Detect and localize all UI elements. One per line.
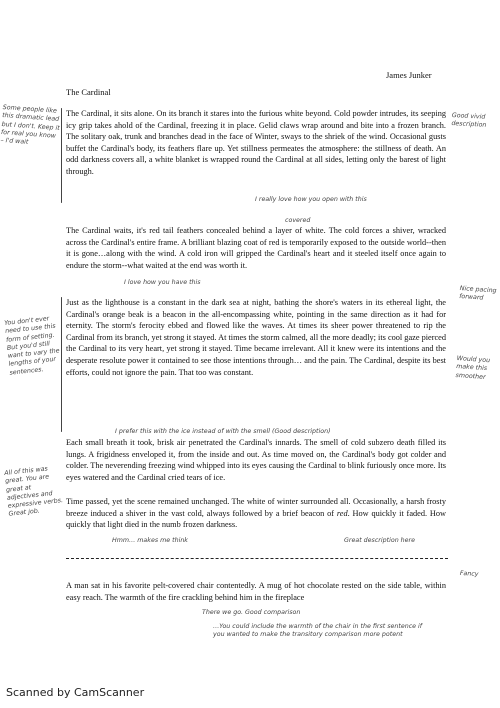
annotation-right-3: Would you make this smoother [455, 355, 491, 381]
section-divider [66, 558, 448, 559]
annotation-bottom-2: …You could include the warmth of the chair in the first sentence if you wanted to make the transitory comparison more potent [213, 623, 423, 639]
paragraph-5 [66, 496, 446, 531]
annotation-right-4: Fancy [459, 570, 479, 578]
annotation-bottom-1: There we go. Good comparison [202, 609, 301, 616]
paragraph-5-emphasis: red [336, 508, 348, 518]
annotation-inline-4: Hmm… makes me think [112, 537, 188, 544]
author-name: James Junker [386, 70, 432, 80]
paragraph-2: The Cardinal waits, it's red tail feathers concealed behind a layer of white. The cold forces a shiver, wracked across the Cardinal's entire frame. A brilliant blazing coat of red is temporarily exposed to the outside world--then it is gone…along with the wind. A cold iron will gripped the Cardinal's heart and it steeled itself once again to endure the storm--what waited at the end was worth it. [66, 226, 446, 270]
paragraph-3: Just as the lighthouse is a constant in the dark sea at night, bathing the shore's waters in its ethereal light, the Cardinal's orange beak is a beacon in the all-encompassing white, pointing in the same direction as it had for eternity. The storm's ferocity ebbed and flowed like the waves. At times its sheer power threatened to rip the Cardinal from its branch, yet strong it stayed. At times the storm calmed, all the more deadly; its cool gaze pierced the Cardinal to its very heart, yet strong it stayed. Time became irrelevant. All it knew were its intentions and the desperate resolute power it contained to see those intentions through… and the pain. The Cardinal, despite its best efforts, could not ignore the pain. That too was constant. [66, 298, 446, 377]
annotation-right-2: Nice pacing forward [458, 285, 497, 302]
paragraph-6: A man sat in his favorite pelt-covered chair contentedly. A mug of hot chocolate rested on the side table, within easy reach. The warmth of the fire crackling behind him in the fireplace [66, 581, 446, 602]
annotation-inline-5: Great description here [344, 537, 416, 544]
paragraph-4: Each small breath it took, brisk air penetrated the Cardinal's innards. The smell of cold subzero death filled its lungs. A frigidness enveloped it, from the inside and out. As time moved on, the Cardinal's body got colder and colder. The neverending freezing wind whipped into its eyes causing the Cardinal to blink furiously once more. Its eyes watered and the Cardinal cried tears of ice. [66, 438, 446, 482]
scanner-watermark: Scanned by CamScanner [6, 686, 145, 699]
annotation-left-2: You don't ever need to use this form of setting. But you'd still want to vary the lengths of your sentences. [4, 315, 60, 377]
annotation-inline-2: I love how you have this [124, 279, 201, 286]
annotation-inline-1: I really love how you open with this [255, 196, 367, 203]
paragraph-1: The Cardinal, it sits alone. On its branch it stares into the furious white beyond. Cold powder intrudes, its seeping icy grip takes ahold of the Cardinal, freezing it in place. Gelid claws wrap around and bite into a frozen branch. The solitary oak, trunk and branches dead in the face of Winter, sways to the shriek of the wind. Occasional gusts buffet the Cardinal's body, its feathers flare up. Yet stillness permeates the atmosphere: the stillness of death. An odd darkness covers all, a white blanket is wrapped round the Cardinal at all sides, letting only the barest of light through. [66, 109, 446, 176]
annotation-inline-3: I prefer this with the ice instead of with the smell (Good description) [115, 428, 331, 435]
annotation-right-1: Good vivid description [451, 112, 487, 130]
annotation-above-1: covered [285, 217, 311, 224]
essay-title: The Cardinal [66, 87, 111, 97]
annotation-left-3: All of this was great. You are great at adjectives and expressive verbs. Great job. [4, 465, 64, 519]
paragraph-5-text-a: Time passed, yet the scene remained unchanged. The white of winter surrounded all. Occasionally, a harsh frosty breeze induced a shiver in the vast cold, always followed by a brief beacon of [66, 497, 446, 518]
annotation-left-1: Some people like this dramatic lead but I don't. Keep it for real you know – I'd wait [0, 104, 60, 147]
paragraph-5-text-b: . How quickly it faded. How quickly that light died in the numb frozen darkness. [66, 508, 446, 530]
